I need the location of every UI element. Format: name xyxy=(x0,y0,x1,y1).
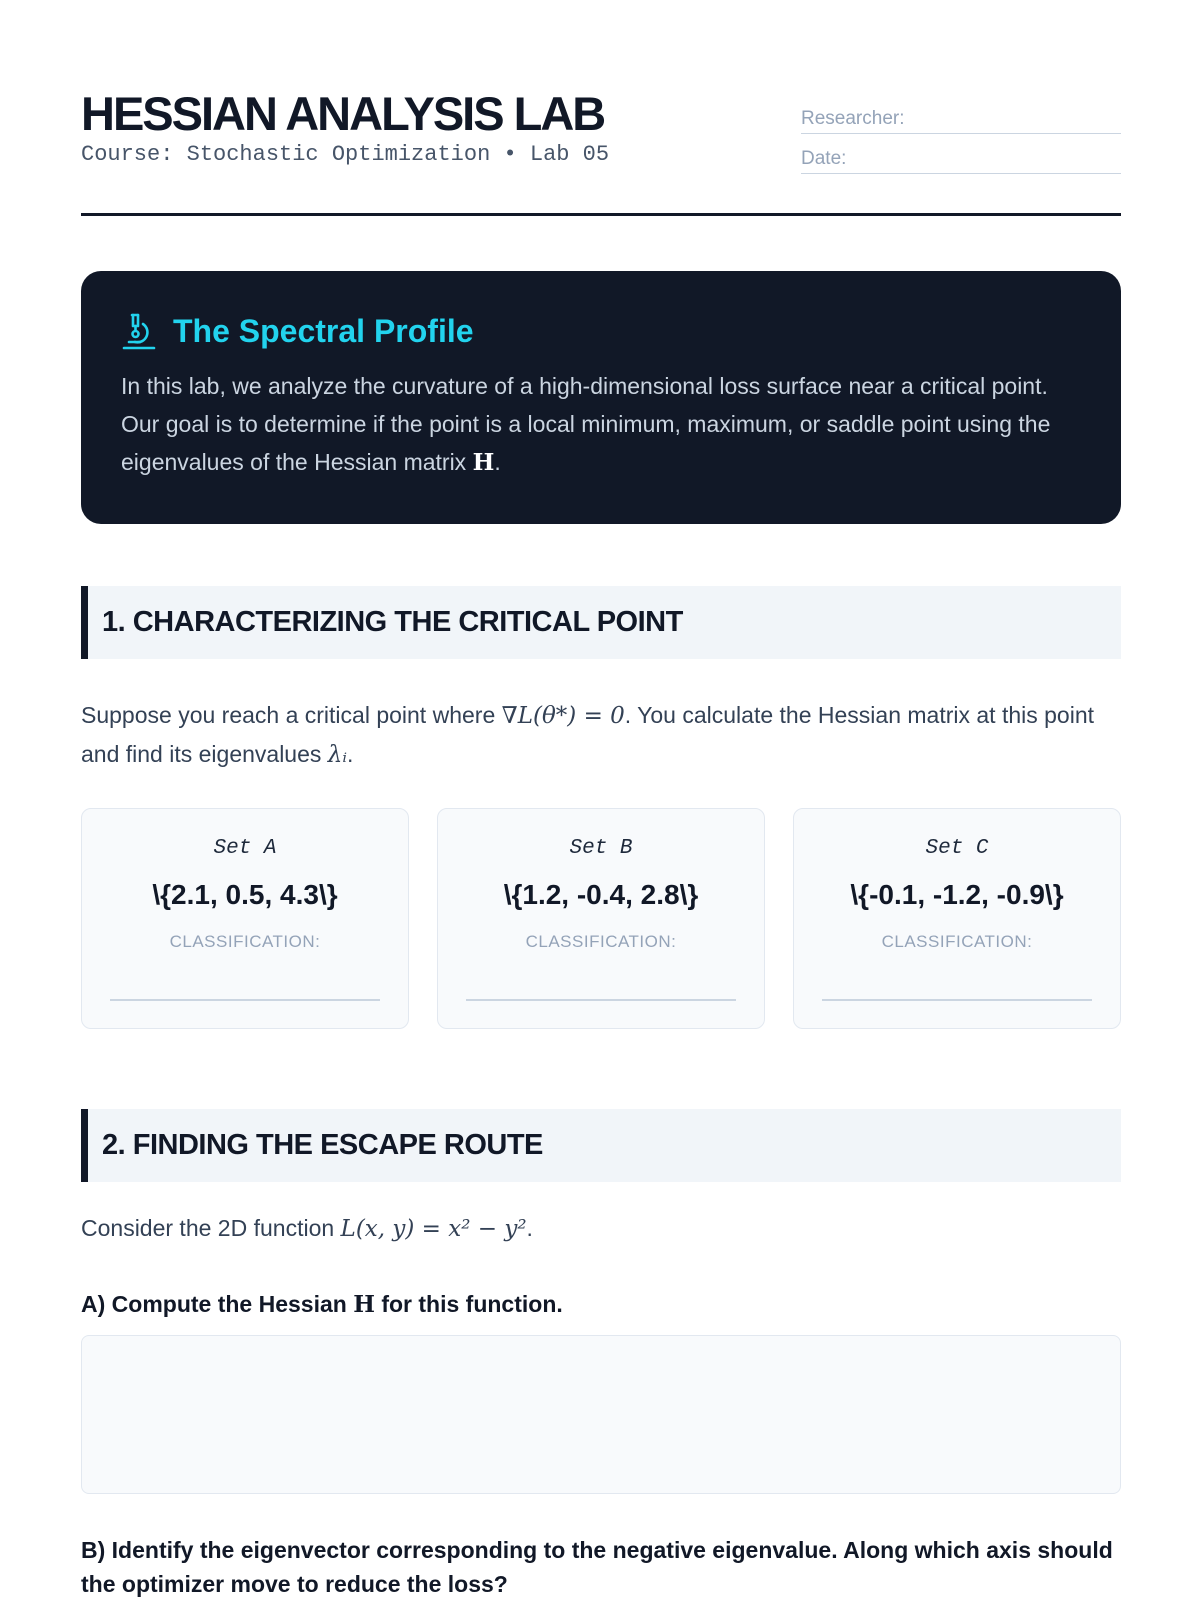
researcher-label: Researcher: xyxy=(801,108,905,129)
page-title: HESSIAN ANALYSIS LAB xyxy=(81,87,605,140)
eigenvalue-sets xyxy=(81,808,1121,1029)
classification-label: CLASSIFICATION: xyxy=(525,932,677,951)
qa-text-1: A) Compute the Hessian xyxy=(81,1291,354,1317)
eigenvalue-symbol: λᵢ xyxy=(327,742,347,768)
intro-heading xyxy=(121,311,1081,351)
loss-function-equation: L(x, y) = x² − y² xyxy=(340,1216,527,1242)
researcher-field[interactable] xyxy=(801,92,1121,134)
s1-text-1: Suppose you reach a critical point where xyxy=(81,702,502,728)
section-1-intro xyxy=(81,696,1121,774)
s1-text-3: . xyxy=(347,741,354,767)
section-1-heading xyxy=(81,586,1121,659)
set-name: Set A xyxy=(213,837,277,860)
intro-text xyxy=(121,367,1081,482)
section-2-heading xyxy=(81,1109,1121,1182)
worksheet-header xyxy=(81,80,1121,216)
answer-box-a[interactable] xyxy=(81,1335,1121,1494)
s2-text-2: . xyxy=(526,1215,533,1241)
section-2-title: 2. FINDING THE ESCAPE ROUTE xyxy=(102,1129,543,1161)
gradient-equation: ∇L(θ*) = 0 xyxy=(501,703,625,729)
set-card-b xyxy=(437,808,765,1029)
set-card-c xyxy=(793,808,1121,1029)
intro-text-main: In this lab, we analyze the curvature of a high-dimensional loss surface near a critical point. Our goal is to determine if the point is a local minimum, maximum, or saddle point using the eigenvalues of the Hessian matrix xyxy=(121,373,1051,475)
intro-title: The Spectral Profile xyxy=(173,312,474,349)
intro-text-end: . xyxy=(494,449,501,475)
qa-text-2: for this function. xyxy=(374,1291,563,1317)
hessian-symbol: H xyxy=(353,1291,375,1318)
section-2-intro xyxy=(81,1209,1121,1248)
question-b: B) Identify the eigenvector corresponding to the negative eigenvalue. Along which axis should the optimizer move to reduce the loss? xyxy=(81,1537,1113,1597)
question-a xyxy=(81,1287,1121,1322)
s1-text-2: . You calculate the Hessian matrix at this point and find its eigenvalues xyxy=(81,702,1095,767)
set-values: \{2.1, 0.5, 4.3\} xyxy=(152,879,338,910)
date-field[interactable] xyxy=(801,134,1121,174)
course-subtitle: Course: Stochastic Optimization • Lab 05 xyxy=(81,142,610,167)
s2-text-1: Consider the 2D function xyxy=(81,1215,341,1241)
microscope-icon xyxy=(121,311,157,351)
meta-fields xyxy=(801,92,1121,174)
set-values: \{1.2, -0.4, 2.8\} xyxy=(503,879,699,910)
set-name: Set B xyxy=(569,837,633,860)
set-values: \{-0.1, -1.2, -0.9\} xyxy=(850,879,1064,910)
hessian-symbol: H xyxy=(472,449,495,476)
header-divider xyxy=(81,213,1121,216)
classification-label: CLASSIFICATION: xyxy=(169,932,321,951)
section-1-title: 1. CHARACTERIZING THE CRITICAL POINT xyxy=(102,606,683,638)
intro-panel xyxy=(81,271,1121,524)
classification-answer-line[interactable] xyxy=(466,999,736,1001)
classification-label: CLASSIFICATION: xyxy=(881,932,1033,951)
set-card-a xyxy=(81,808,409,1029)
classification-answer-line[interactable] xyxy=(822,999,1092,1001)
set-name: Set C xyxy=(925,837,989,860)
classification-answer-line[interactable] xyxy=(110,999,380,1001)
date-label: Date: xyxy=(801,148,847,169)
